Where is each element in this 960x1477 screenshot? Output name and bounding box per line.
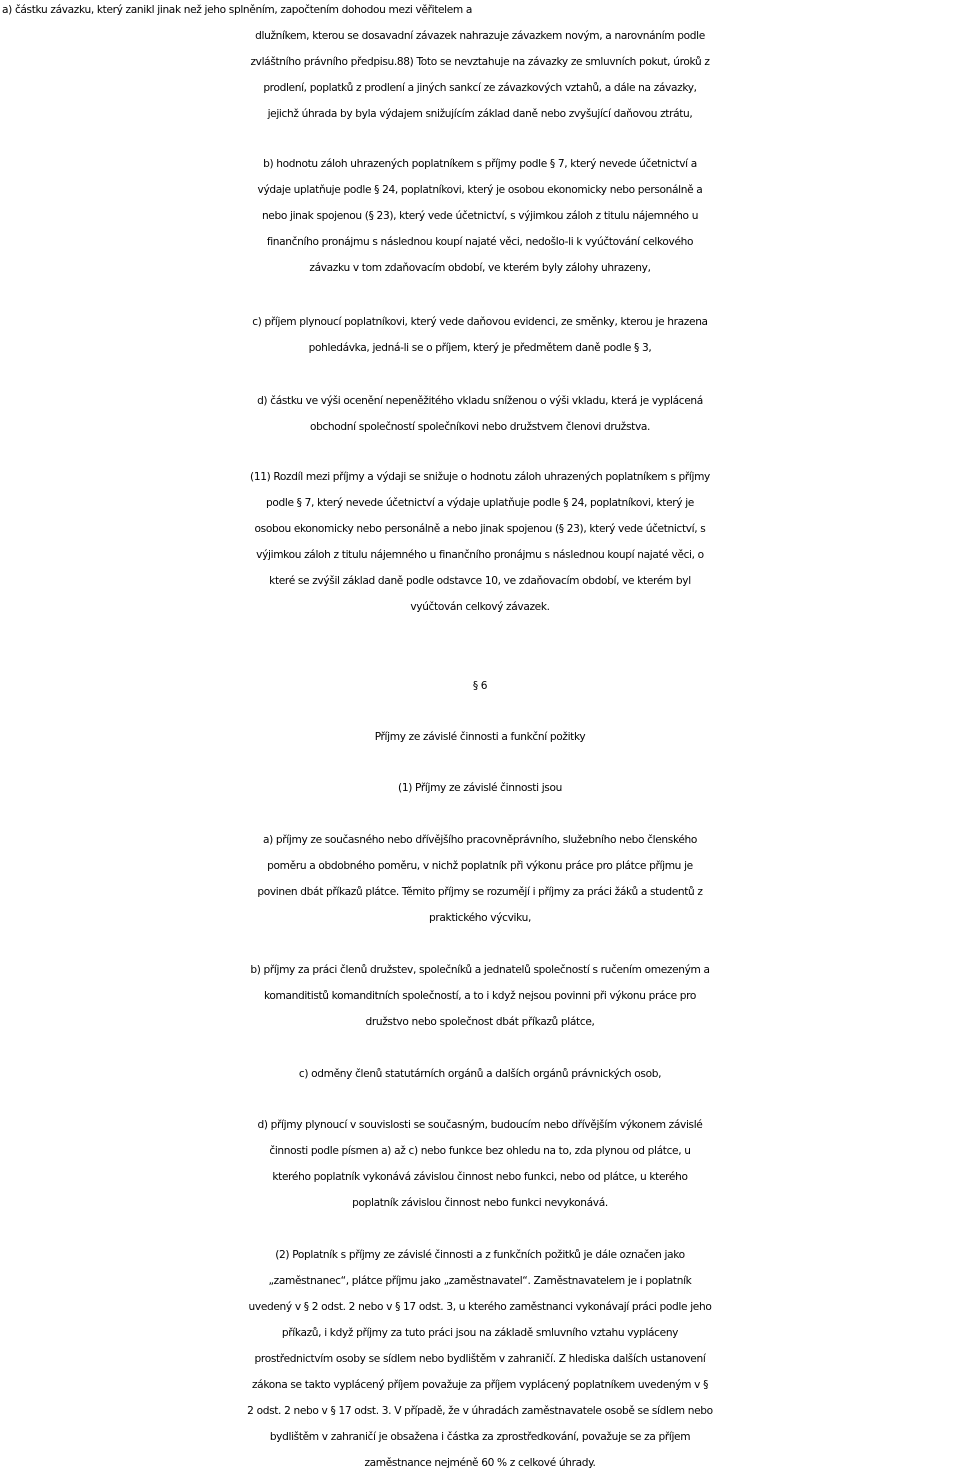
- text-line: d) příjmy plynoucí v souvislosti se současným, budoucím nebo dřívějším výkonem závislé: [257, 1119, 703, 1131]
- paragraph-b-advance-payments: [0, 151, 960, 281]
- text-line: pohledávka, jedná-li se o příjem, který je předmětem daně podle § 3,: [308, 342, 652, 354]
- section-number: [0, 673, 960, 699]
- paragraph-6c-statutory-bodies: [0, 1061, 960, 1087]
- text-line: uvedený v § 2 odst. 2 nebo v § 17 odst. 3, u kterého zaměstnanci vykonávají práci podle jeho: [248, 1301, 712, 1313]
- text-line: závazku v tom zdaňovacím období, ve kterém byly zálohy uhrazeny,: [309, 262, 651, 274]
- paragraph-2-employee-definition: [0, 1242, 960, 1476]
- text-line: 2 odst. 2 nebo v § 17 odst. 3. V případě, že v úhradách zaměstnavatele osobě se sídlem nebo: [247, 1405, 713, 1417]
- text-line: vyúčtován celkový závazek.: [410, 601, 550, 613]
- text-line: zákona se takto vyplácený příjem považuje za příjem vyplácený poplatníkem uvedeným v §: [251, 1379, 709, 1391]
- paragraph-c-bill-of-exchange: [0, 309, 960, 361]
- text-line: kterého poplatník vykonává závislou činnost nebo funkci, nebo od plátce, u kterého: [272, 1171, 688, 1183]
- text-line: b) hodnotu záloh uhrazených poplatníkem s příjmy podle § 7, který nevede účetnictví a: [263, 158, 697, 170]
- text-line: finančního pronájmu s následnou koupí najaté věci, nedošlo-li k vyúčtování celkového: [266, 236, 694, 248]
- text-line: povinen dbát příkazů plátce. Těmito příjmy se rozumějí i příjmy za práci žáků a studentů z: [257, 886, 703, 898]
- text-line: a) příjmy ze současného nebo dřívějšího pracovněprávního, služebního nebo členského: [262, 834, 698, 846]
- text-line: prodlení, poplatků z prodlení a jiných sankcí ze závazkových vztahů, a dále na závazky,: [263, 82, 697, 94]
- text-line: poměru a obdobného poměru, v nichž poplatník při výkonu práce pro plátce příjmu je: [267, 860, 693, 872]
- text-line: poplatník závislou činnost nebo funkci nevykonává.: [352, 1197, 608, 1209]
- text-line: výdaje uplatňuje podle § 24, poplatníkovi, který je osobou ekonomicky nebo personálně a: [257, 184, 703, 196]
- section-heading-title: Příjmy ze závislé činnosti a funkční požitky: [374, 731, 586, 743]
- paragraph-1-intro: [0, 775, 960, 801]
- text-line: „zaměstnanec“, plátce příjmu jako „zaměstnavatel“. Zaměstnavatelem je i poplatník: [268, 1275, 692, 1287]
- text-line: (11) Rozdíl mezi příjmy a výdaji se snižuje o hodnotu záloh uhrazených poplatníkem s příjmy: [250, 471, 710, 483]
- text-line: d) částku ve výši ocenění nepeněžitého vkladu sníženou o výši vkladu, která je vyplácená: [257, 395, 703, 407]
- text-line: c) odměny členů statutárních orgánů a dalších orgánů právnických osob,: [298, 1068, 662, 1080]
- text-line: jejichž úhrada by byla výdajem snižujícím základ daně nebo zvyšující daňovou ztrátu,: [267, 108, 693, 120]
- text-line: podle § 7, který nevede účetnictví a výdaje uplatňuje podle § 24, poplatníkovi, který je: [266, 497, 694, 509]
- text-line: prostřednictvím osoby se sídlem nebo bydlištěm v zahraničí. Z hlediska dalších ustanovení: [254, 1353, 706, 1365]
- paragraph-6a-employment-income: [0, 827, 960, 931]
- text-line: (2) Poplatník s příjmy ze závislé činnosti a z funkčních požitků je dále označen jako: [275, 1249, 685, 1261]
- text-line: nebo jinak spojenou (§ 23), který vede účetnictví, s výjimkou záloh z titulu nájemného u: [261, 210, 699, 222]
- paragraph-d-nonmonetary-deposit: [0, 388, 960, 440]
- text-line: (1) Příjmy ze závislé činnosti jsou: [398, 782, 562, 794]
- text-line: družstvo nebo společnost dbát příkazů plátce,: [365, 1016, 595, 1028]
- text-line: osobou ekonomicky nebo personálně a nebo jinak spojenou (§ 23), který vede účetnictví, s: [254, 523, 706, 535]
- text-line: b) příjmy za práci členů družstev, společníků a jednatelů společností s ručením omezeným a: [250, 964, 710, 976]
- text-line: obchodní společností společníkovi nebo družstvem členovi družstva.: [309, 421, 651, 433]
- text-line: praktického výcviku,: [429, 912, 531, 924]
- text-line: činnosti podle písmen a) až c) nebo funkce bez ohledu na to, zda plynou od plátce, u: [269, 1145, 691, 1157]
- text-line: výjimkou záloh z titulu nájemného u finančního pronájmu s následnou koupí najaté věci, o: [256, 549, 704, 561]
- paragraph-a-nonmonetary-settlement: [0, 0, 960, 127]
- text-line: zaměstnance nejméně 60 % z celkové úhrady.: [364, 1457, 596, 1469]
- text-line: dlužníkem, kterou se dosavadní závazek nahrazuje závazkem novým, a narovnáním podle: [255, 30, 705, 42]
- paragraph-6b-members-partners: [0, 957, 960, 1035]
- text-line: které se zvýšil základ daně podle odstavce 10, ve zdaňovacím období, ve kterém byl: [269, 575, 691, 587]
- text-line: komanditistů komanditních společností, a to i když nejsou povinni při výkonu práce pro: [263, 990, 697, 1002]
- text-line: bydlištěm v zahraničí je obsažena i částka za zprostředkování, považuje se za příjem: [269, 1431, 691, 1443]
- section-heading-number: § 6: [472, 680, 488, 692]
- text-line: c) příjem plynoucí poplatníkovi, který vede daňovou evidenci, ze směnky, kterou je hrazena: [252, 316, 708, 328]
- text-line: příkazů, i když příjmy za tuto práci jsou na základě smluvního vztahu vypláceny: [281, 1327, 679, 1339]
- paragraph-6d-related-income: [0, 1112, 960, 1216]
- paragraph-11-difference: [0, 464, 960, 620]
- text-line: zvláštního právního předpisu.88) Toto se nevztahuje na závazky ze smluvních pokut, úroků z: [250, 56, 710, 68]
- text-line: a) částku závazku, který zanikl jinak než jeho splněním, započtením dohodou mezi věřitelem a: [2, 4, 473, 16]
- section-title: [0, 724, 960, 750]
